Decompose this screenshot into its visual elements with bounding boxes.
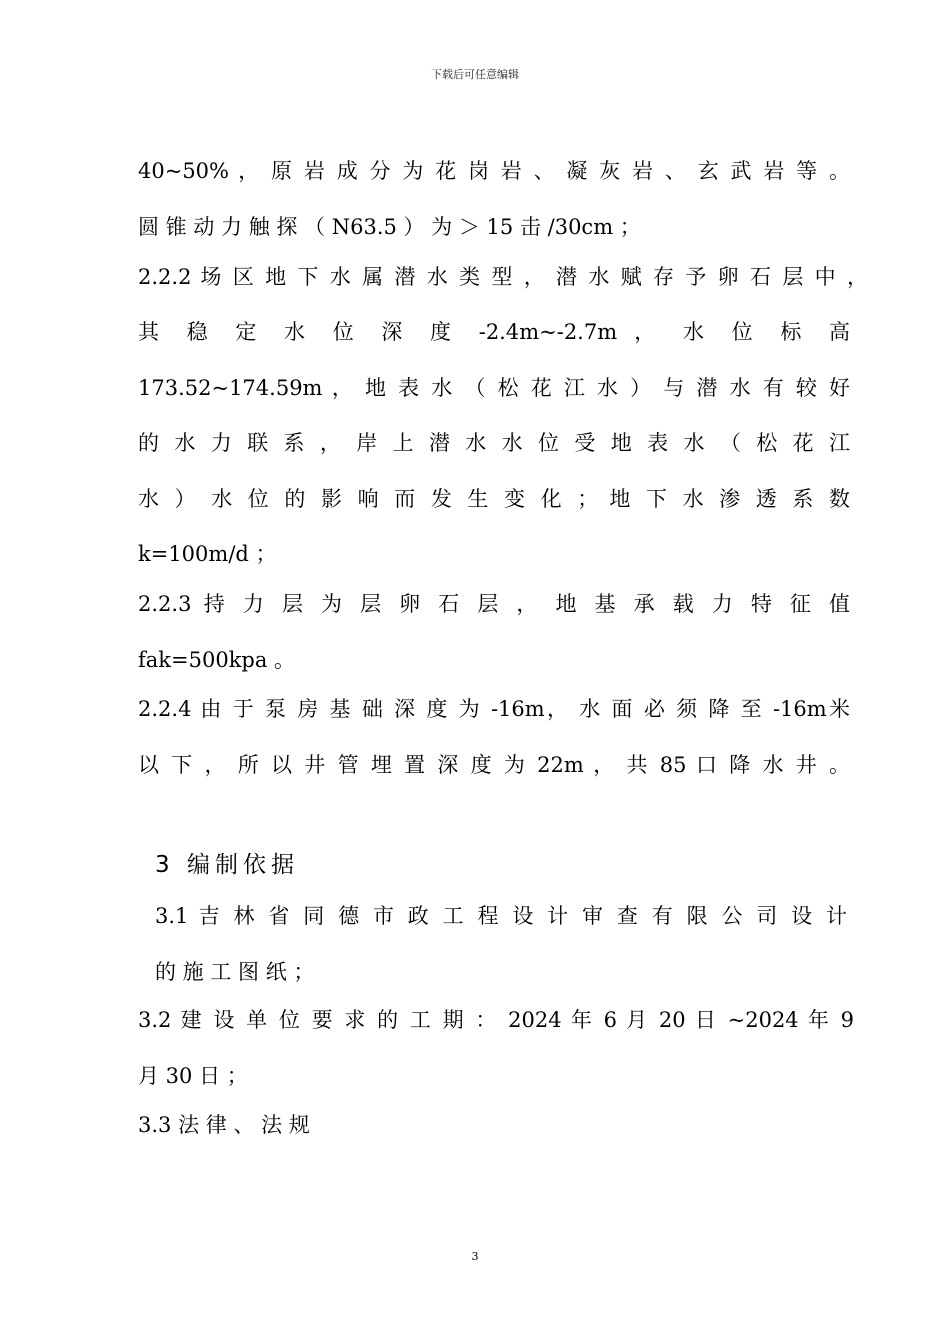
body-line-10: fak=500kpa 。 (138, 648, 296, 672)
section-line-4: 月 30 日 ； (138, 1064, 248, 1088)
body-line-8: k=100m/d ； (138, 542, 277, 566)
body-line-5: 173.52~174.59m ， 地 表 水 （ 松 花 江 水 ） 与 潜 水 有 较 好 (138, 376, 850, 400)
body-line-11: 2.2.4 由 于 泵 房 基 础 深 度 为 -16m， 水 面 必 须 降 至 -16m米 (138, 697, 850, 721)
body-line-3: 2.2.2 场 区 地 下 水 属 潜 水 类 型 ， 潜 水 赋 存 予 卵 石 层 中 ， (138, 265, 868, 289)
section-heading: 3 编制依据 (155, 852, 299, 878)
body-line-6: 的 水 力 联 系 ， 岸 上 潜 水 水 位 受 地 表 水 （ 松 花 江 (138, 431, 850, 455)
body-line-12: 以 下 ， 所 以 井 管 埋 置 深 度 为 22m ， 共 85 口 降 水 井 。 (138, 753, 850, 777)
section-line-3: 3.2 建 设 单 位 要 求 的 工 期 ： 2024 年 6 月 20 日 ~2024 年 9 (138, 1008, 854, 1032)
body-line-2: 圆 锥 动 力 触 探 （ N63.5 ） 为 ＞ 15 击 /30cm ； (138, 215, 641, 239)
section-line-2: 的 施 工 图 纸 ； (155, 960, 315, 984)
page-header: 下载后可任意编辑 (431, 68, 519, 81)
body-line-9: 2.2.3 持 力 层 为 层 卵 石 层 ， 地 基 承 载 力 特 征 值 (138, 592, 850, 616)
body-line-7: 水 ） 水 位 的 影 响 而 发 生 变 化 ； 地 下 水 渗 透 系 数 (138, 487, 850, 511)
page-number: 3 (471, 1250, 479, 1263)
section-line-5: 3.3 法 律 、 法 规 (138, 1113, 310, 1137)
section-line-1: 3.1 吉 林 省 同 德 市 政 工 程 设 计 审 查 有 限 公 司 设 计 (155, 904, 847, 928)
body-line-4: 其 稳 定 水 位 深 度 -2.4m~-2.7m ， 水 位 标 高 (138, 320, 850, 344)
body-line-1: 40~50% ， 原 岩 成 分 为 花 岗 岩 、 凝 灰 岩 、 玄 武 岩 等 。 (138, 159, 850, 183)
